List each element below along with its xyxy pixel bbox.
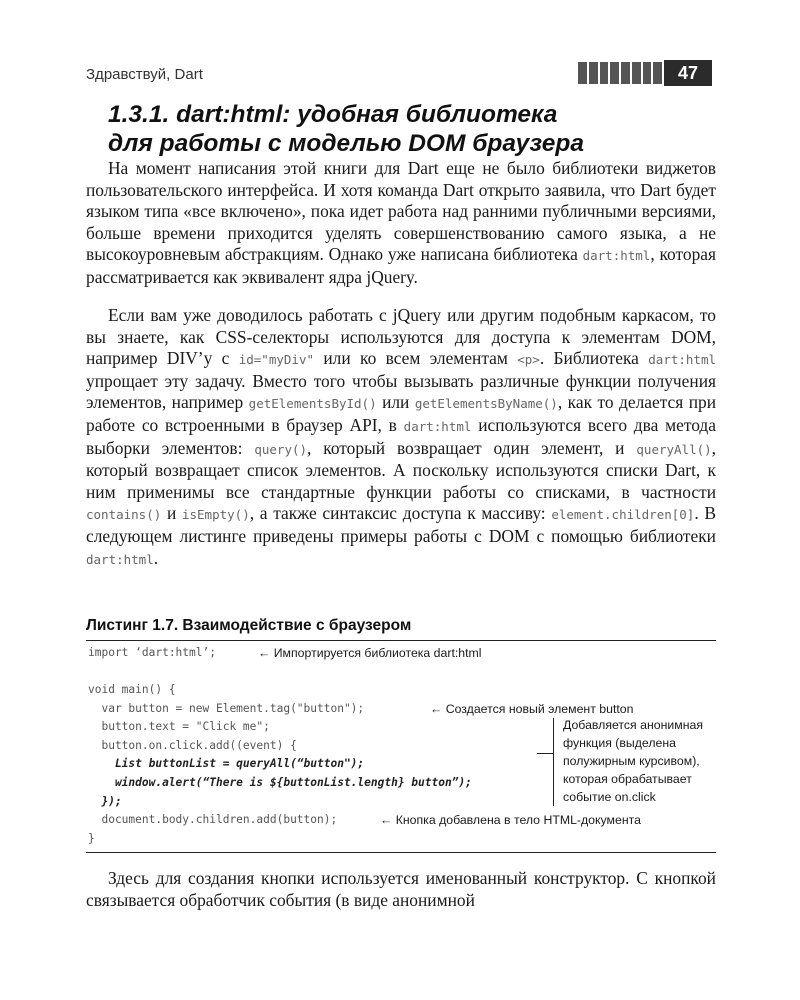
paragraph-text: , как то делается при работе со встроенными в браузер API, в xyxy=(86,392,716,435)
inline-code: queryAll() xyxy=(636,441,712,457)
listing-top-rule xyxy=(86,640,716,641)
code-line-main: void main() { xyxy=(88,683,176,696)
inline-code: element.children[0] xyxy=(551,507,695,523)
annotation-import: ← Импортируется библиотека dart:html xyxy=(258,646,482,660)
paragraph-text: Если вам уже доводилось работать с jQuery или другим подобным каркасом, то вы знаете, как CSS-селекторы используются для доступа к элементам DOM, например DIV’у с xyxy=(86,305,716,369)
paragraph-text: или xyxy=(376,392,415,413)
annotation-anon-func-line: событие on.click xyxy=(563,790,656,804)
code-line-query-all: List buttonList = queryAll(“button"); xyxy=(88,757,365,770)
paragraph-text: , которая рассматривается как эквивалент ядра jQuery. xyxy=(86,244,716,287)
annotation-anon-func-line: которая обрабатывает xyxy=(563,772,692,786)
annotation-anon-func-line: функция (выделена xyxy=(563,736,677,750)
paragraph-text: , который возвращает один элемент, и xyxy=(307,437,637,458)
annotation-anon-func-line: Добавляется анонимная xyxy=(563,718,704,732)
code-line-button-text: button.text = "Click me"; xyxy=(88,720,270,733)
paragraph-text: упрощает эту задачу. Вместо того чтобы вызывать различные функции получения элементов, например xyxy=(86,370,716,413)
annotation-anon-func-line: полужирным курсивом), xyxy=(563,754,700,768)
inline-code: dart:html xyxy=(403,418,472,434)
paragraph-text: . Библиотека xyxy=(539,348,649,369)
listing-bottom-rule xyxy=(86,852,716,853)
inline-code: query() xyxy=(254,441,308,457)
paragraph-text: На момент написания этой книги для Dart еще не было библиотеки виджетов пользовательского интерфейса. И хотя команда Dart открыто заявила, что Dart будет языком типа «все включено», пока идет работа над ранними публичными версиями, больше времени приходится уделять совершенствованию самого языка, а не высокоуровневым абстракциям. Однако уже написана библиотека xyxy=(86,158,716,265)
code-line-append: document.body.children.add(button); xyxy=(88,813,338,826)
annotation-append: ← Кнопка добавлена в тело HTML-документа xyxy=(380,813,641,827)
listing-caption: Листинг 1.7. Взаимодействие с браузером xyxy=(86,617,412,634)
code-line-close-main: } xyxy=(88,832,95,845)
paragraph-constructor xyxy=(86,868,716,911)
paragraph-text: . xyxy=(153,547,159,568)
paragraph-text: . В следующем листинге приведены примеры работы с DOM с помощью библиотеки xyxy=(86,503,716,546)
inline-code: dart:html xyxy=(648,352,716,368)
paragraph-text: или ко всем элементам xyxy=(314,348,518,369)
section-title-line1: 1.3.1. dart:html: удобная библиотека xyxy=(108,101,558,128)
paragraph-selectors xyxy=(86,305,716,570)
inline-code: isEmpty() xyxy=(181,507,250,523)
inline-code: getElementsByName() xyxy=(414,396,558,412)
header-decoration-stripes xyxy=(578,62,662,84)
paragraph-text: , а также синтаксис доступа к массиву: xyxy=(249,503,552,524)
inline-code: contains() xyxy=(86,507,162,523)
inline-code: dart:html xyxy=(582,248,651,264)
paragraph-text: Здесь для создания кнопки используется именованный конструктор. С кнопкой связывается обработчик события (в виде анонимной xyxy=(86,868,716,910)
paragraph-intro xyxy=(86,158,716,289)
section-title-line2: для работы с моделью DOM браузера xyxy=(108,130,584,157)
inline-code: getElementsById() xyxy=(248,396,377,412)
page-number: 47 xyxy=(664,60,712,86)
inline-code: dart:html xyxy=(86,551,154,567)
running-header-title: Здравствуй, Dart xyxy=(86,66,203,83)
code-line-import: import ‘dart:html’; xyxy=(88,646,216,659)
paragraph-text: используются всего два метода выборки элементов: xyxy=(86,414,716,458)
inline-code: id="myDiv" xyxy=(238,352,314,368)
inline-code: <p> xyxy=(517,352,540,368)
annotation-bracket-tick xyxy=(537,753,553,754)
section-title xyxy=(108,100,728,158)
paragraph-text: и xyxy=(161,503,182,524)
code-line-alert: window.alert(“There is ${buttonList.length} button”); xyxy=(88,776,472,789)
annotation-bracket xyxy=(553,718,554,806)
code-line-new-element: var button = new Element.tag("button"); xyxy=(88,702,365,715)
code-line-on-click: button.on.click.add((event) { xyxy=(88,739,297,752)
code-line-close-handler: }); xyxy=(88,795,122,808)
annotation-new-element: ← Создается новый элемент button xyxy=(430,702,634,716)
paragraph-text: , который возвращает список элементов. А поскольку используются списки Dart, к ним применимы все стандартные функции работы со списками, в частности xyxy=(86,437,717,502)
